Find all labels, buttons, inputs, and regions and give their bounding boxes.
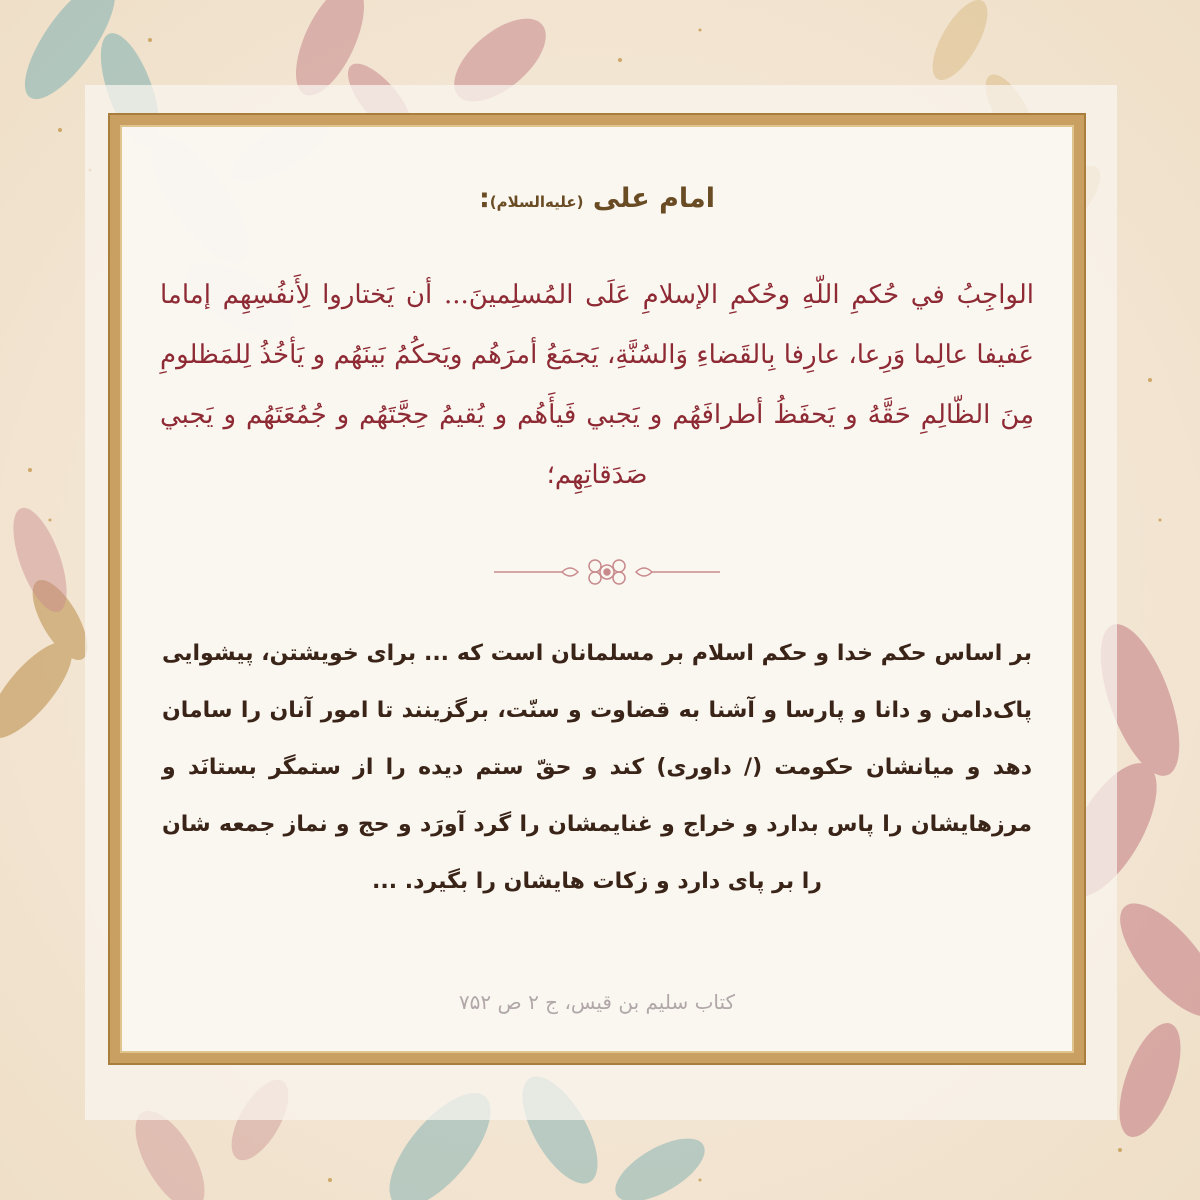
title-honorific: (علیه‌السلام) [489,193,584,211]
arabic-hadith-text: الواجِبُ في حُكمِ اللّهِ وحُكمِ الإسلامِ عَلَى المُسلِمينَ... أن يَختاروا لِأَنفُسِهِم إماما عَفيفا عالِما وَرِعا، عارِفا بِالقَضاءِ وَالسُنَّةِ، يَجمَعُ أمرَهُم ويَحكُمُ بَينَهُم و يَأخُذُ لِلمَظلومِ مِنَ الظّالِمِ حَقَّهُ و يَحفَظُ أطرافَهُم و يَجبي فَيأَهُم و يُقيمُ حِجَّتَهُم و جُمُعَتَهُم و يَجبي صَدَقاتِهِم؛ [160,280,1034,490]
ornamental-divider-icon [492,555,722,589]
page-title [120,183,1074,214]
title-colon: : [478,183,490,214]
title-main: امام علی [592,183,716,214]
persian-translation-text: بر اساس حکم خدا و حکم اسلام بر مسلمانان است که ... برای خویشتن، پیشوایی پاک‌دامن و دانا و پارسا و آشنا به قضاوت و سنّت، برگزینند تا امور آنان را سامان دهد و میانشان حکومت (/ داوری) کند و حقّ ستم دیده را از ستمگر بستانَد و مرزهایشان را پاس بدارد و خراج و غنایمشان را گرد آورَد و حج و نماز جمعه شان را بر پای دارد و زکات هایشان را بگیرد. ... [162,641,1032,894]
content-area [120,125,1074,1053]
source-citation: کتاب سلیم بن قیس، ج ۲ ص ۷۵۲ [458,990,736,1014]
gold-frame [110,115,1084,1063]
